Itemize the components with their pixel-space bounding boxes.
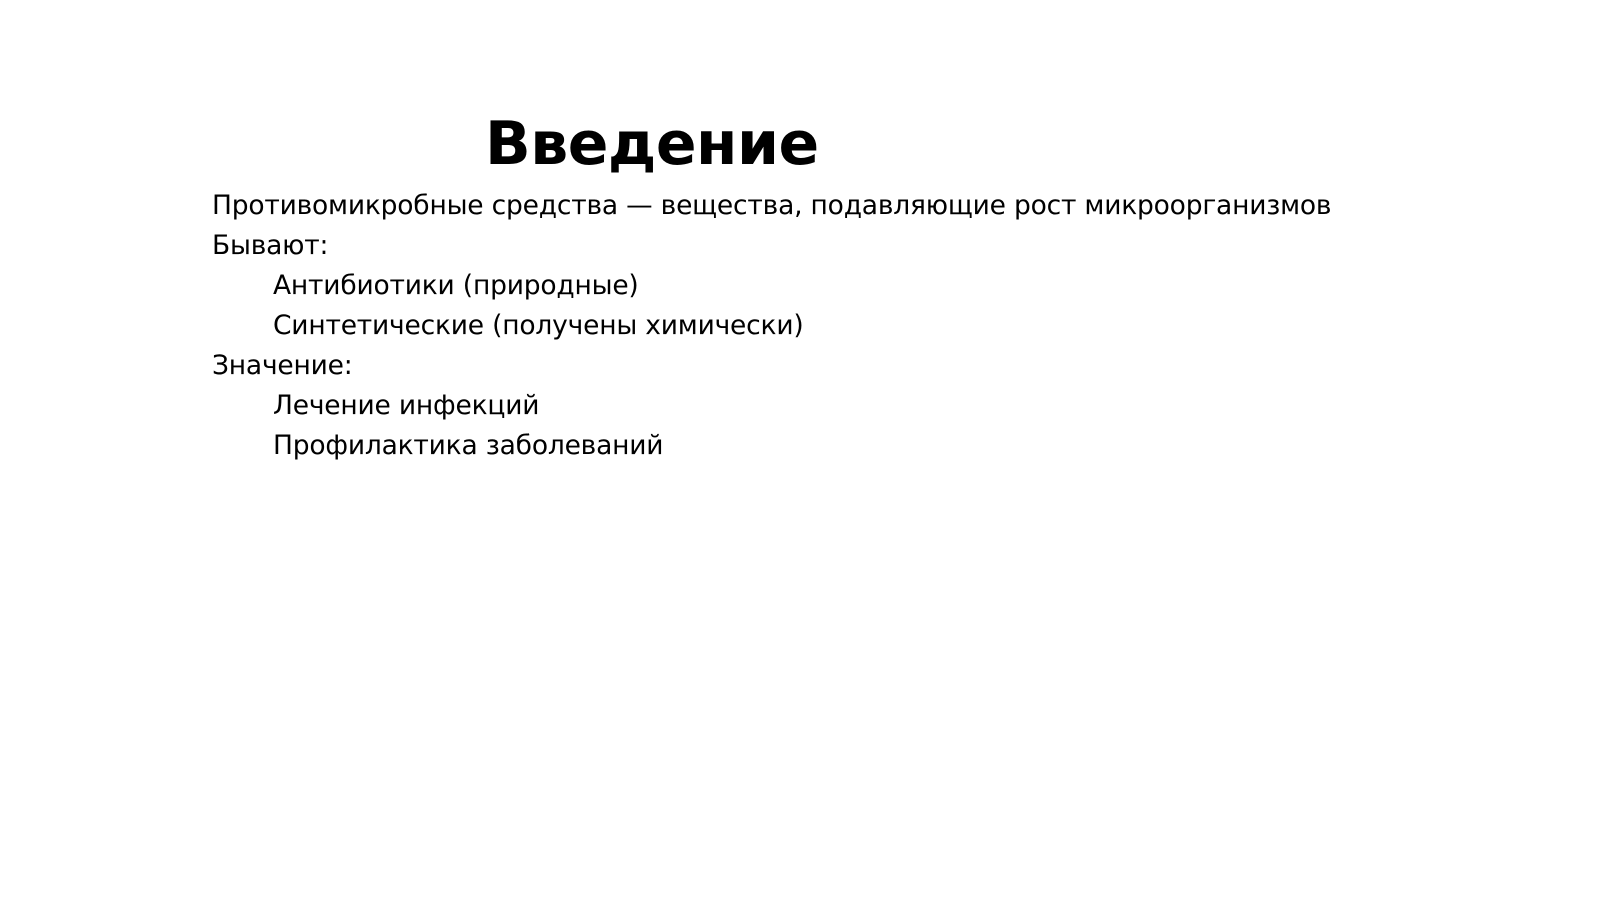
types-heading: Бывают: [212,230,329,261]
slide-title: Введение [485,109,819,179]
list-item-prevention: Профилактика заболеваний [273,430,664,461]
list-item-treatment: Лечение инфекций [273,390,540,421]
list-item-synthetic: Синтетические (получены химически) [273,310,804,341]
definition-text: Противомикробные средства — вещества, подавляющие рост микроорганизмов [212,190,1332,221]
slide-body [212,186,1572,466]
list-item-antibiotics: Антибиотики (природные) [273,270,639,301]
significance-heading: Значение: [212,350,353,381]
